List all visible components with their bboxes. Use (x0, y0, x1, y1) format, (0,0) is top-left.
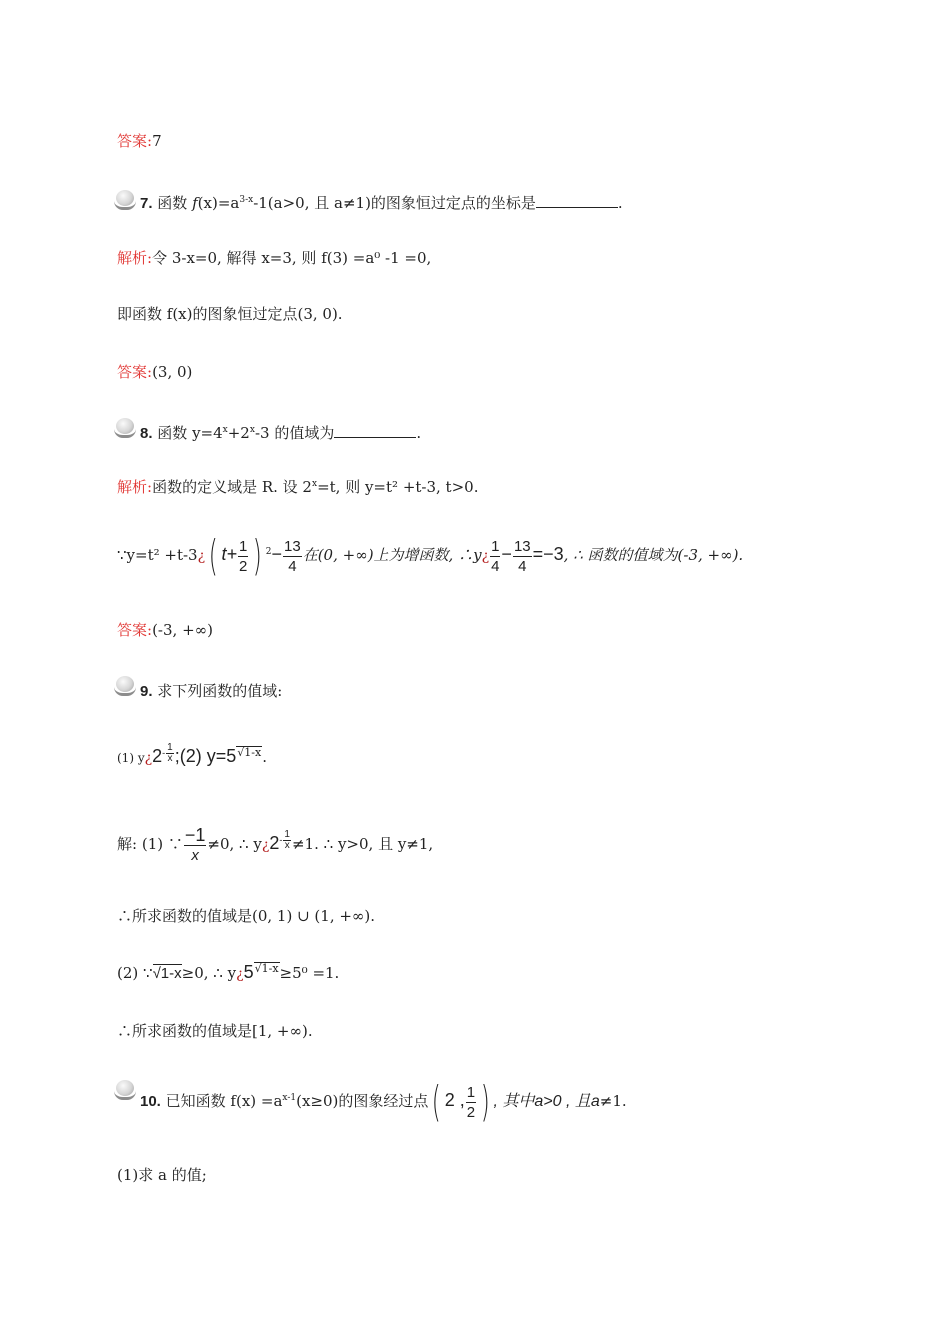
part2: ;(2) y=5 (174, 746, 237, 766)
radical: √1-x (237, 746, 262, 759)
func-eq: =a (217, 194, 240, 212)
question-8: 8. 函数 $y=4^x+2^x-3$ 的值域为 . (140, 424, 422, 442)
answer-blank (334, 423, 416, 438)
fraction-one-fourth: $\frac{1}{4}$ (491, 537, 500, 575)
analysis-text: =t, 则 y=t² +t-3, t>0. (317, 478, 479, 496)
question-text: +2 (227, 424, 250, 442)
question-7: 7. 函数 $f(x)=a^{3-x}-1(a>0$, 且 a≠1)的图象恒过定点的坐标是 . (140, 194, 623, 212)
analysis-text: 令 3-x=0, 解得 x=3, 则 f(3) =a⁰ -1 =0, (152, 249, 432, 267)
answer-line-q7 (117, 362, 192, 382)
conclusion-text: 即函数 f(x)的图象恒过定点(3, 0). (117, 305, 343, 323)
question-text: 函数 y=4 (157, 424, 223, 442)
question-number: 7. (140, 195, 153, 212)
part1-text: (1)求 a 的值; (117, 1166, 207, 1184)
range-q9-part1 (117, 906, 375, 926)
radical: √1-x (152, 965, 182, 982)
analysis-text: 函数的定义域是 R. 设 2 (152, 478, 312, 496)
analysis-q8 (117, 477, 478, 497)
question-text: 求下列函数的值域: (157, 682, 283, 700)
question-text: -3 的值域为 (254, 424, 335, 442)
question-number: 8. (140, 425, 153, 442)
analysis-label: 解析: (117, 478, 153, 496)
analysis-q7 (117, 248, 431, 268)
fraction-one-half: $\frac{1}{2}$ (466, 1083, 476, 1121)
exponent: x (222, 425, 228, 435)
step-text: 在(0, +∞)上为增函数, ∴y (302, 546, 482, 564)
conclusion-q7 (117, 304, 343, 324)
fraction-one-half: $\frac{1}{2}$ (239, 537, 248, 575)
solution-q9-part1: 解: (1) ∵ $\frac{-1}{x}$ ≠0, ∴ $y¿2^{- \frac{1}{x}}$ ≠1. ∴ y>0, 且 y≠1, (117, 824, 434, 864)
answer-label: 答案: (117, 363, 153, 381)
exponent: x (249, 425, 255, 435)
part1-label: (1) y (117, 751, 145, 765)
step-text: ∵y=t² +t-3 (117, 546, 198, 564)
fraction-neg-one-over-x: $\frac{-1}{x}$ (184, 824, 206, 864)
question-number: 10. (140, 1093, 161, 1110)
answer-value: 7 (152, 132, 162, 150)
func-name: f (192, 194, 198, 212)
question-text-tail: -1(a>0, 且 a≠1)的图象恒过定点的坐标是 (253, 194, 536, 212)
solution-q9-part2: (2) ∵√1-x≥0, ∴ $y¿5^{√1-x}\ge 5^0 =1$. (117, 962, 340, 982)
exponent: 3-x (239, 195, 254, 205)
func-arg: (x) (197, 194, 218, 212)
answer-value: (3, 0) (152, 363, 193, 381)
range-q9-part2 (117, 1021, 313, 1041)
question-text: 已知函数 f(x) =a (165, 1092, 283, 1110)
question-bullet-icon (114, 1080, 138, 1098)
exponent: x (311, 479, 318, 489)
solution-label: 解: (117, 835, 138, 853)
answer-label: 答案: (117, 132, 153, 150)
range-text: ∴所求函数的值域是(0, 1) ∪ (1, +∞). (117, 907, 376, 925)
answer-label: 答案: (117, 621, 153, 639)
question-text: (x≥0)的图象经过点 (296, 1092, 429, 1110)
placeholder-glyph: ¿ (197, 548, 206, 564)
range-text: ∴所求函数的值域是[1, +∞). (117, 1022, 313, 1040)
question-bullet-icon (114, 418, 138, 436)
t-plus: t+ (221, 544, 238, 564)
question-number: 9. (140, 683, 153, 700)
answer-blank (536, 193, 618, 208)
step-text: , ∴ 函数的值域为(-3, +∞). (563, 546, 744, 564)
answer-line-q6 (117, 131, 162, 151)
answer-line-q8 (117, 620, 213, 640)
question-10-part1 (117, 1165, 207, 1185)
question-10: 10. 已知函数 $f(x) =a^{x-1}(x\ge 0)$的图象经过点( 2 , $\frac{1}{2}$ ) , 其中a>0 , 且a≠1. (140, 1077, 627, 1126)
analysis-step-q8: ∵y=t² +t-3¿( t+ $\frac{1}{2}$ ) $^2$− $\frac{13}{4}$ 在(0, +∞)上为增函数, ∴y¿ $\frac{1}{4}$ − $\frac{13}{4}$ =−3, ∴ 函数的值域为(-3, +∞). (117, 531, 744, 580)
question-bullet-icon (114, 676, 138, 694)
question-text: , 其中a>0 , 且a (493, 1093, 600, 1110)
question-bullet-icon (114, 190, 138, 208)
exponent: x-1 (282, 1093, 297, 1103)
question-9 (140, 681, 282, 702)
question-9-parts: (1) $y¿2^{- \frac{1}{x}}$ ;(2) $y=5^{√1-x}$. (117, 742, 267, 766)
fraction-thirteen-fourths: $\frac{13}{4}$ (513, 537, 531, 575)
square: 2 (265, 547, 272, 557)
fraction-thirteen-fourths: $\frac{13}{4}$ (284, 537, 301, 575)
analysis-label: 解析: (117, 249, 153, 267)
answer-value: (-3, +∞) (152, 621, 213, 639)
base: 2 (152, 746, 163, 766)
question-text: 函数 (157, 194, 188, 212)
